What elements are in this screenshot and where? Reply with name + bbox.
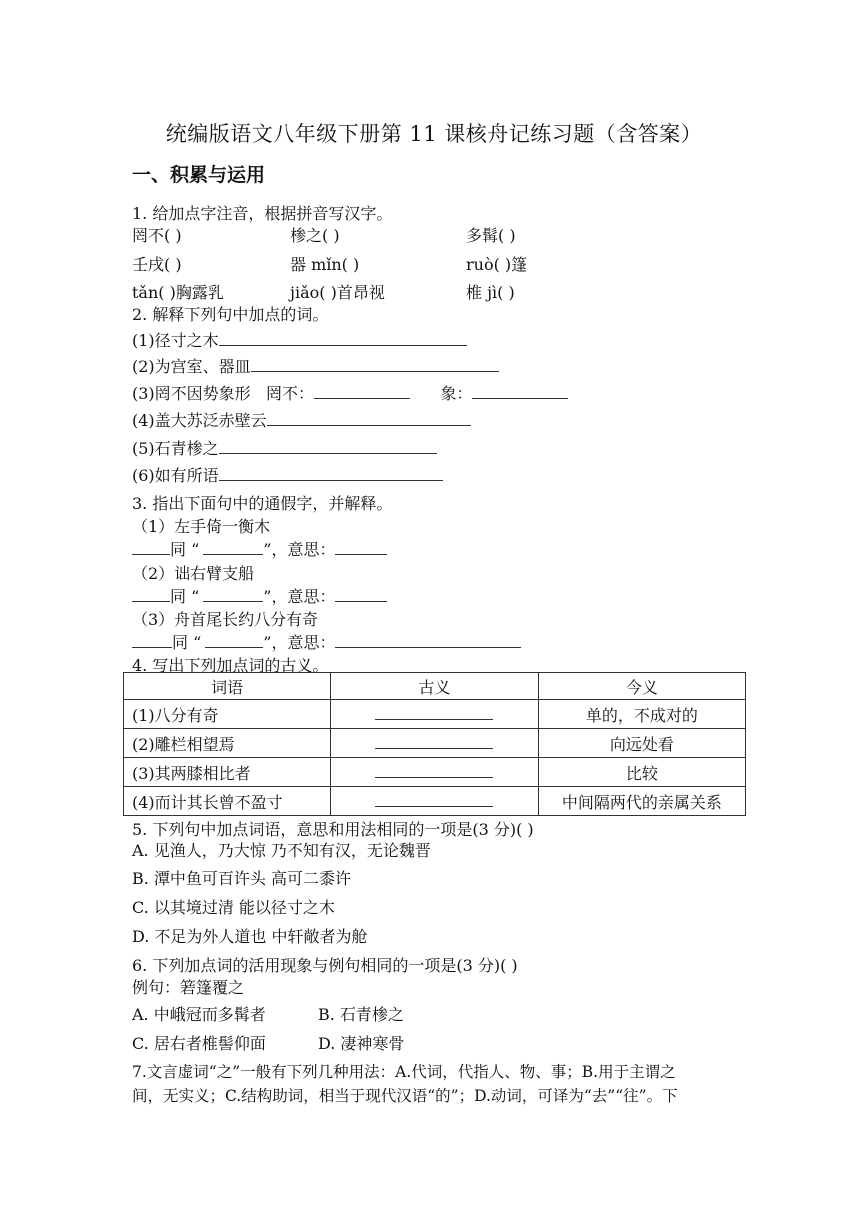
q3-stem: 3. 指出下面句中的通假字，并解释。 xyxy=(132,494,393,513)
answer-blank[interactable] xyxy=(472,384,568,399)
q2-item xyxy=(132,408,471,431)
q1-item: 椮之( ) xyxy=(290,226,340,245)
q3-answer-row xyxy=(132,537,387,560)
table-cell-word: (3)其两膝相比者 xyxy=(124,758,331,787)
answer-blank[interactable] xyxy=(314,384,410,399)
q5-option: C. 以其境过清 能以径寸之木 xyxy=(132,898,335,917)
q3-label: ”，意思： xyxy=(263,633,336,652)
answer-blank[interactable] xyxy=(132,633,172,648)
q3-label: ”，意思： xyxy=(263,587,336,606)
table-cell-ancient[interactable] xyxy=(331,729,538,758)
answer-blank[interactable] xyxy=(375,707,493,720)
q1-item: tǎn( )胸露乳 xyxy=(132,283,224,302)
section-heading: 一、积累与运用 xyxy=(132,164,266,186)
q6-option: A. 中峨冠而多髯者 xyxy=(132,1005,266,1024)
q2-item-text: (3)罔不因势象形 xyxy=(132,384,251,403)
answer-blank[interactable] xyxy=(132,540,170,555)
answer-blank[interactable] xyxy=(375,765,493,778)
q2-item xyxy=(132,328,467,351)
answer-blank[interactable] xyxy=(375,794,493,807)
q1-item: 壬戌( ) xyxy=(132,255,182,274)
q1-item: ruò( )篷 xyxy=(466,255,528,274)
q1-item: jiǎo( )首昂视 xyxy=(290,283,385,302)
q2-item xyxy=(132,463,443,486)
q2-label: 象： xyxy=(440,384,473,403)
answer-blank[interactable] xyxy=(132,587,170,602)
table-cell-ancient[interactable] xyxy=(331,758,538,787)
table-cell-modern: 中间隔两代的亲属关系 xyxy=(538,787,745,816)
q2-stem: 2. 解释下列句中加点的词。 xyxy=(132,305,329,324)
q2-item xyxy=(132,354,499,377)
table-header: 词语 xyxy=(124,673,331,700)
q2-item-text: (5)石青椮之 xyxy=(132,439,219,458)
answer-blank[interactable] xyxy=(251,357,499,372)
q3-label: 同 “ xyxy=(172,633,202,652)
answer-blank[interactable] xyxy=(205,633,263,648)
q3-sentence: （1）左手倚一衡木 xyxy=(132,517,271,536)
table-row xyxy=(124,729,746,758)
table-header: 今义 xyxy=(538,673,745,700)
table-cell-modern: 单的，不成对的 xyxy=(538,700,745,729)
answer-blank[interactable] xyxy=(335,633,521,648)
vocab-table xyxy=(123,672,746,816)
q5-option: A. 见渔人，乃大惊 乃不知有汉，无论魏晋 xyxy=(132,841,431,860)
q7-text-line: 间，无实义；C.结构助词，相当于现代汉语“的”；D.动词，可译为“去”“往”。下 xyxy=(132,1087,678,1105)
q1-item: 罔不( ) xyxy=(132,226,182,245)
q2-item xyxy=(132,381,568,404)
q3-label: ”，意思： xyxy=(263,540,336,559)
answer-blank[interactable] xyxy=(219,439,437,454)
q3-answer-row xyxy=(132,630,521,653)
q6-option: C. 居右者椎髻仰面 xyxy=(132,1034,266,1053)
q3-sentence: （3）舟首尾长约八分有奇 xyxy=(132,610,319,629)
q6-example: 例句：箬篷覆之 xyxy=(132,978,245,997)
q3-label: 同 “ xyxy=(170,540,200,559)
answer-blank[interactable] xyxy=(375,736,493,749)
answer-blank[interactable] xyxy=(203,587,263,602)
answer-blank[interactable] xyxy=(219,331,467,346)
q6-option: D. 凄神寒骨 xyxy=(318,1034,405,1053)
table-cell-modern: 比较 xyxy=(538,758,745,787)
q5-option: B. 潭中鱼可百许头 高可二黍许 xyxy=(132,869,352,888)
q1-stem: 1. 给加点字注音，根据拼音写汉字。 xyxy=(132,204,393,223)
table-row xyxy=(124,758,746,787)
q5-option: D. 不足为外人道也 中轩敞者为舱 xyxy=(132,927,368,946)
q2-item-text: (2)为宫室、器皿 xyxy=(132,357,251,376)
answer-blank[interactable] xyxy=(219,466,443,481)
q6-stem: 6. 下列加点词的活用现象与例句相同的一项是(3 分)( ) xyxy=(132,956,518,975)
answer-blank[interactable] xyxy=(203,540,263,555)
table-cell-modern: 向远处看 xyxy=(538,729,745,758)
q2-label: 罔不： xyxy=(265,384,314,403)
table-cell-ancient[interactable] xyxy=(331,787,538,816)
q2-item xyxy=(132,436,437,459)
answer-blank[interactable] xyxy=(267,411,471,426)
q2-item-text: (6)如有所语 xyxy=(132,466,219,485)
q1-item: 椎 jì( ) xyxy=(466,283,515,302)
q1-item: 器 mǐn( ) xyxy=(290,255,360,274)
q3-sentence: （2）诎右臂支船 xyxy=(132,564,255,583)
page-title: 统编版语文八年级下册第 11 课核舟记练习题（含答案） xyxy=(165,122,703,146)
q5-stem: 5. 下列句中加点词语，意思和用法相同的一项是(3 分)( ) xyxy=(132,820,534,839)
q7-text-line: 7.文言虚词“之”一般有下列几种用法：A.代词，代指人、物、事；B.用于主谓之 xyxy=(132,1063,676,1081)
table-header: 古义 xyxy=(331,673,538,700)
q3-answer-row xyxy=(132,584,387,607)
table-cell-word: (1)八分有奇 xyxy=(124,700,331,729)
q3-label: 同 “ xyxy=(170,587,200,606)
table-cell-word: (4)而计其长曾不盈寸 xyxy=(124,787,331,816)
q1-item: 多髯( ) xyxy=(466,226,516,245)
answer-blank[interactable] xyxy=(335,540,387,555)
table-cell-ancient[interactable] xyxy=(331,700,538,729)
table-row xyxy=(124,787,746,816)
q2-item-text: (1)径寸之木 xyxy=(132,331,219,350)
table-row xyxy=(124,700,746,729)
q6-option: B. 石青椮之 xyxy=(318,1005,404,1024)
q2-item-text: (4)盖大苏泛赤壁云 xyxy=(132,411,267,430)
table-cell-word: (2)雕栏相望焉 xyxy=(124,729,331,758)
q4-stem: 4. 写出下列加点词的古义。 xyxy=(132,656,329,675)
answer-blank[interactable] xyxy=(335,587,387,602)
